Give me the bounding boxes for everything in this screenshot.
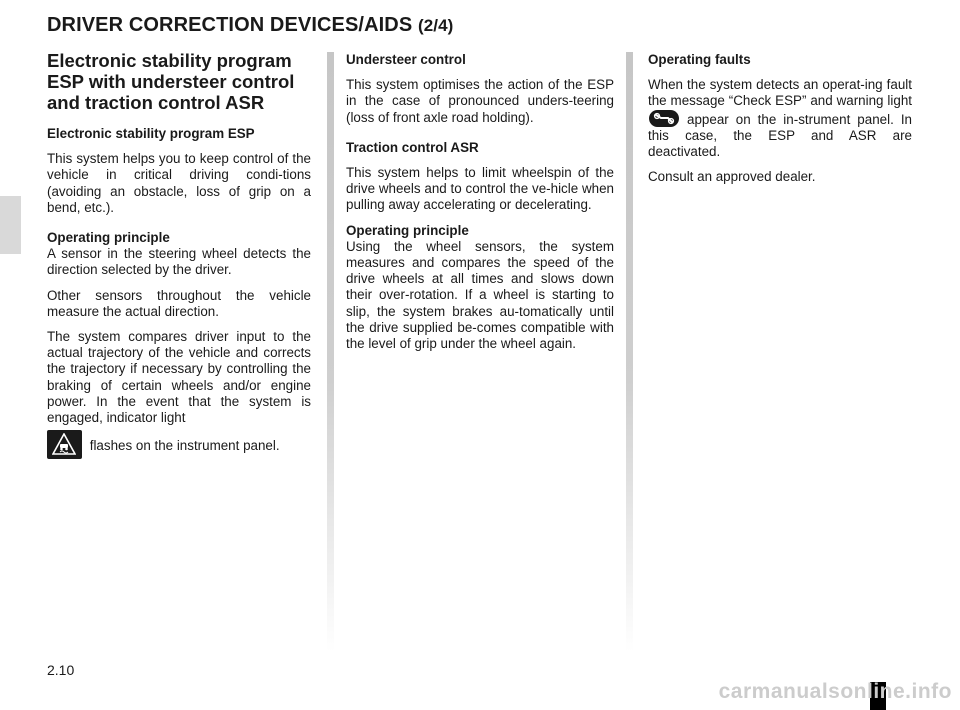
faults-text-a: When the system detects an operat-ing fault the message “Check ESP” and warning light <box>648 77 912 109</box>
column-divider-1 <box>327 52 334 652</box>
title-part: (2/4) <box>417 16 454 35</box>
column-divider-2 <box>626 52 633 652</box>
operating-faults-paragraph <box>648 77 912 160</box>
operating-principle-text: A sensor in the steering wheel detects the direction selected by the driver. <box>47 246 311 278</box>
traction-control-paragraph: This system helps to limit wheelspin of the drive wheels and to control the ve-hicle when pulling away accelerating or decelerating. <box>346 165 614 213</box>
indicator-line-text: flashes on the instrument panel. <box>89 438 280 454</box>
indicator-line <box>47 430 311 459</box>
dealer-paragraph: Consult an approved dealer. <box>648 169 816 185</box>
understeer-heading: Understeer control <box>346 52 466 67</box>
esp-intro-paragraph: This system helps you to keep control of the vehicle in critical driving condi-tions (avoiding an obstacle, loss of grip on a bend, etc.). <box>47 151 311 215</box>
traction-control-heading: Traction control ASR <box>346 139 479 155</box>
page-number: 2.10 <box>47 662 75 678</box>
operating-principle-heading-2: Operating principle <box>346 222 469 238</box>
understeer-paragraph: This system optimises the action of the ESP in the case of pronounced unders-teering (loss of front axle road holding). <box>346 77 614 125</box>
esp-skid-indicator-icon <box>47 430 82 459</box>
section-heading: Electronic stability program ESP with understeer control and traction control ASR <box>47 50 295 113</box>
operating-faults-heading: Operating faults <box>648 52 751 67</box>
title-text: DRIVER CORRECTION DEVICES/AIDS <box>47 14 413 36</box>
column-middle <box>346 52 614 361</box>
column-left <box>47 50 311 468</box>
operating-principle-heading: Operating principle <box>47 230 170 246</box>
esp-subheading: Electronic stability program ESP <box>47 126 255 141</box>
column-right <box>648 52 912 194</box>
service-wrench-warning-icon <box>649 110 679 127</box>
trajectory-paragraph: The system compares driver input to the actual trajectory of the vehicle and corrects the trajectory if necessary by controlling the braking of certain wheels and/or engine power. In the event that the system is engaged, indicator light <box>47 329 311 426</box>
page-title <box>47 14 453 37</box>
section-tab-marker <box>0 196 21 254</box>
faults-text-b: appear on the in-strument panel. In this case, the ESP and ASR are deactivated. <box>648 111 912 160</box>
watermark-logo: carmanualsonline.info <box>718 680 952 703</box>
operating-principle-text-2: Using the wheel sensors, the system measures and compares the speed of the drive wheels at all times and slows down their over-rotation. If a wheel is starting to slip, the system brakes au-tomatically until the drive supplied be-comes compatible with the level of grip under the wheel again. <box>346 238 614 352</box>
sensors-paragraph: Other sensors throughout the vehicle measure the actual direction. <box>47 287 311 319</box>
